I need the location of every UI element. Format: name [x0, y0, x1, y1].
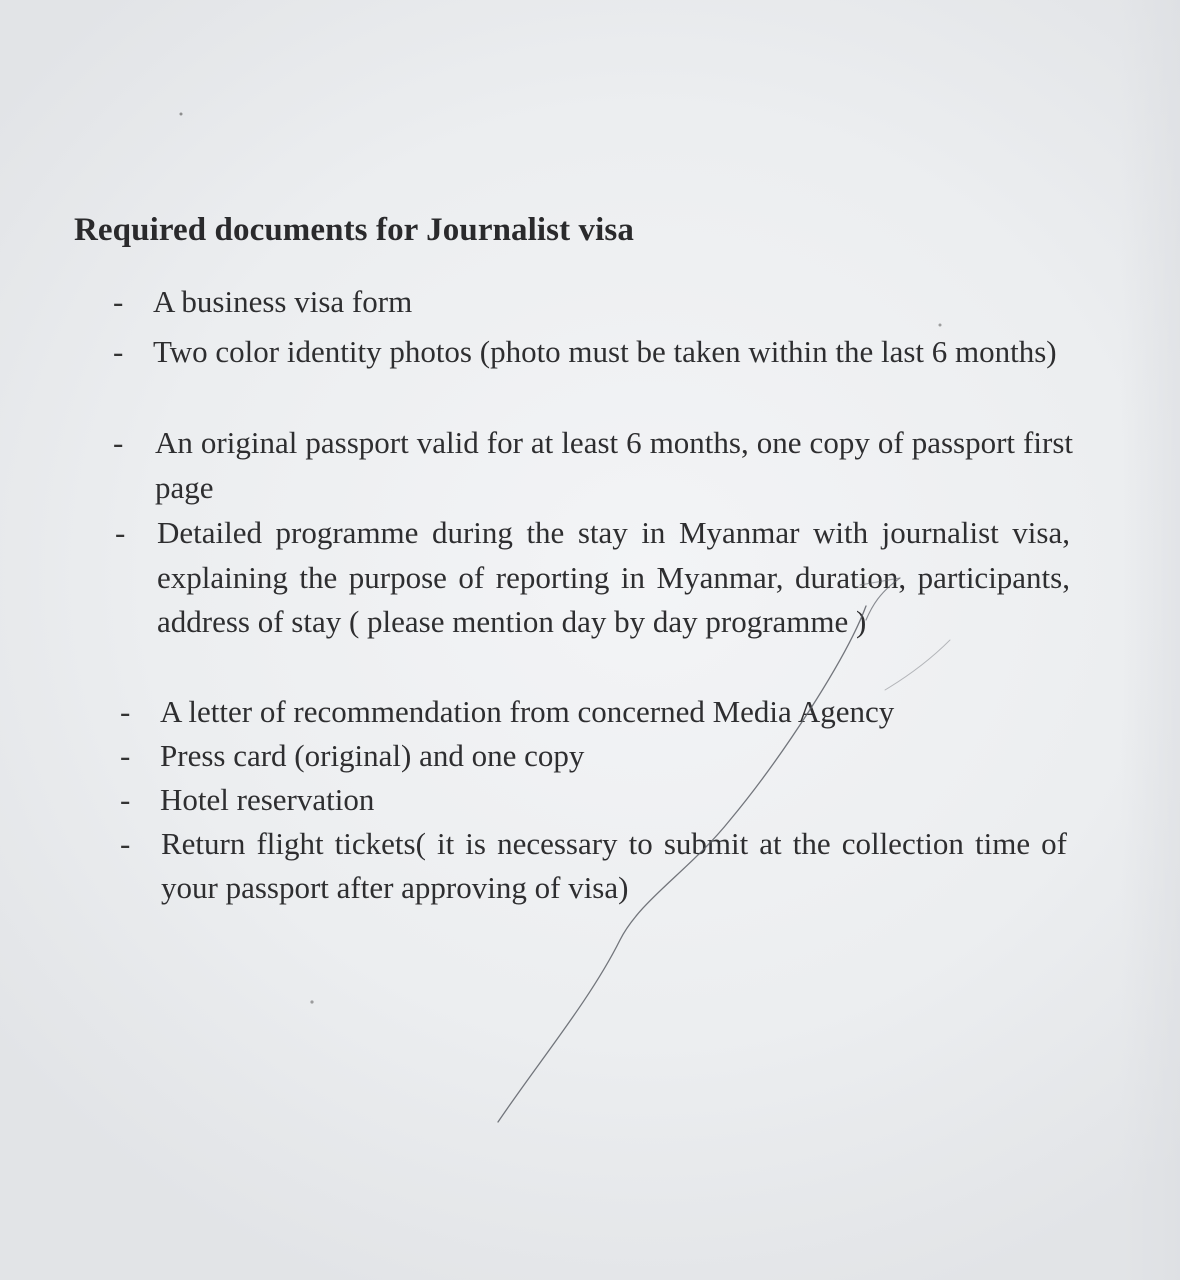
bullet-dash: - — [113, 284, 124, 319]
bullet-dash: - — [120, 694, 131, 729]
list-item-text: Two color identity photos (photo must be taken within the last 6 months) — [153, 334, 1057, 369]
list-item-text: A letter of recommendation from concerned Media Agency — [160, 694, 895, 729]
list-item — [120, 690, 1070, 734]
document-title: Required documents for Journalist visa — [74, 212, 634, 248]
bullet-dash: - — [120, 826, 131, 861]
list-item — [113, 330, 1073, 373]
list-item-text: An original passport valid for at least 6 months, one copy of passport first page — [155, 425, 1073, 505]
list-item — [113, 420, 1073, 510]
bullet-dash: - — [115, 515, 126, 550]
list-item — [120, 778, 1070, 822]
list-item — [115, 511, 1070, 645]
bullet-dash: - — [113, 334, 124, 369]
list-item — [113, 280, 1073, 324]
list-item — [120, 822, 1067, 910]
list-item — [120, 734, 1070, 778]
bullet-dash: - — [120, 738, 131, 773]
list-item-text: Detailed programme during the stay in Myanmar with journalist visa, explaining the purpose of reporting in Myanmar, duration, participants, address of stay ( please mention day by day programme ) — [157, 515, 1070, 639]
list-item-text: A business visa form — [153, 284, 413, 319]
list-item-text: Press card (original) and one copy — [160, 738, 585, 773]
list-item-text: Hotel reservation — [160, 782, 375, 817]
bullet-dash: - — [113, 425, 124, 460]
list-item-text: Return flight tickets( it is necessary to submit at the collection time of your passport after approving of visa) — [161, 826, 1067, 905]
bullet-dash: - — [120, 782, 131, 817]
